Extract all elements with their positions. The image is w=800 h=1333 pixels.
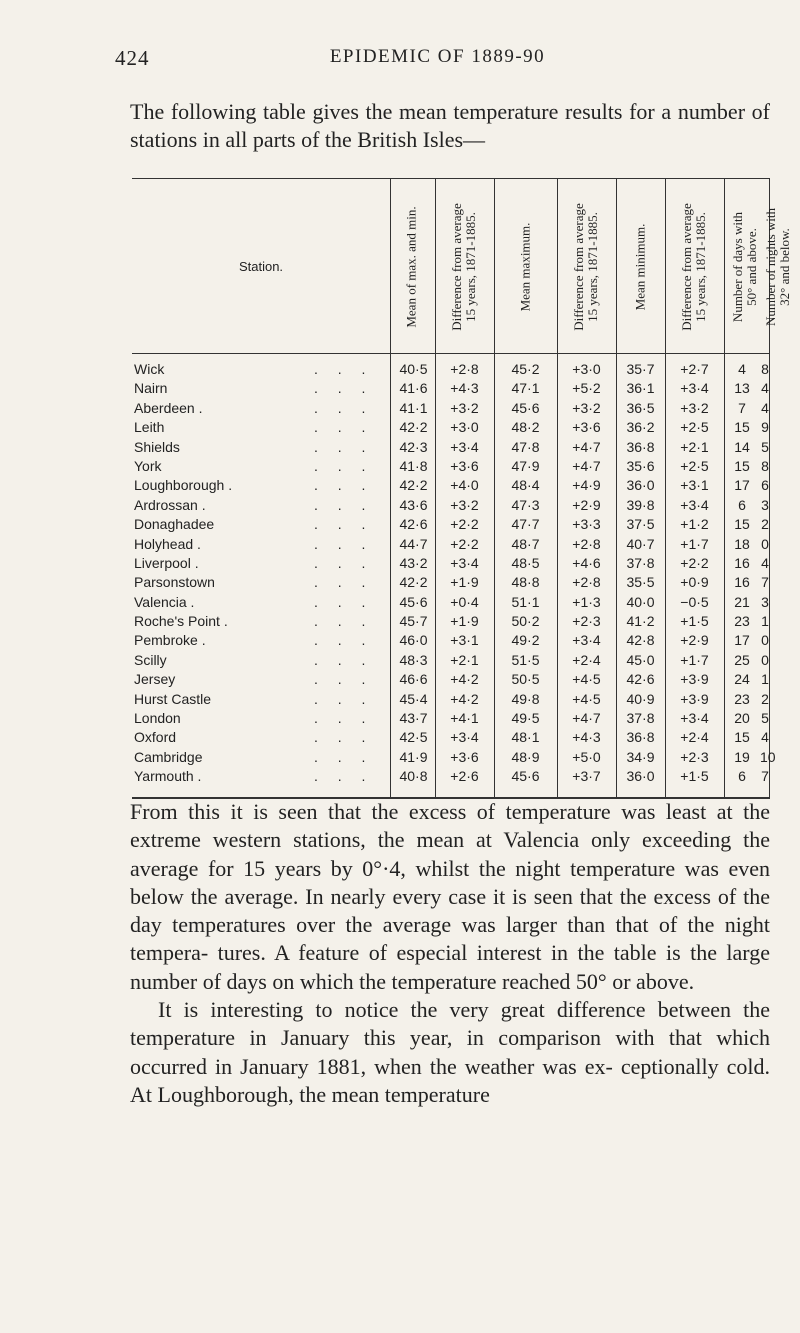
cell-nights: 8	[761, 361, 769, 377]
cell-d2: +4·5	[572, 671, 601, 688]
cell-mm: 42·3	[399, 438, 428, 455]
cell-d1: +4·1	[450, 710, 479, 727]
cell-days: 19	[734, 748, 750, 765]
table-row	[132, 594, 769, 613]
table-body	[132, 361, 776, 788]
station-name: Hurst Castle . . .	[134, 690, 374, 707]
cell-d2: +2·3	[572, 613, 601, 630]
cell-days: 25	[734, 651, 750, 668]
cell-max: 47·9	[511, 457, 540, 474]
cell-max: 47·3	[511, 496, 540, 513]
cell-d1: +3·2	[450, 399, 479, 416]
cell-max: 48·5	[511, 554, 540, 571]
cell-d2: +4·6	[572, 554, 601, 571]
cell-min: 36·1	[626, 380, 655, 397]
station-name: Valencia . . . .	[134, 593, 374, 610]
cell-d3: +3·4	[680, 496, 709, 513]
cell-min: 41·2	[626, 613, 655, 630]
header-diff-3: Difference from average 15 years, 1871-1885.	[679, 203, 709, 331]
cell-d2: +4·9	[572, 477, 601, 494]
cell-d3: −0·5	[680, 593, 709, 610]
cell-d3: +2·5	[680, 419, 709, 436]
cell-d3: +2·1	[680, 438, 709, 455]
cell-mm: 42·2	[399, 574, 428, 591]
cell-d2: +3·7	[572, 768, 601, 785]
cell-d3: +1·5	[680, 613, 709, 630]
cell-d1: +3·4	[450, 729, 479, 746]
cell-mm: 45·4	[399, 690, 428, 707]
cell-mm: 44·7	[399, 535, 428, 552]
table-row	[132, 613, 769, 632]
cell-d1: +2·2	[450, 516, 479, 533]
cell-max: 48·8	[511, 574, 540, 591]
cell-mm: 40·5	[399, 361, 428, 377]
cell-d3: +2·9	[680, 632, 709, 649]
station-name: Parsonstown . . .	[134, 574, 374, 591]
cell-max: 48·2	[511, 419, 540, 436]
cell-min: 35·6	[626, 457, 655, 474]
station-name: Holyhead . . . .	[134, 535, 374, 552]
cell-nights: 1	[761, 613, 769, 630]
cell-d2: +3·0	[572, 361, 601, 377]
cell-days: 23	[734, 613, 750, 630]
cell-d2: +3·3	[572, 516, 601, 533]
table-row	[132, 710, 769, 729]
cell-d1: +0·4	[450, 593, 479, 610]
header-rule	[132, 353, 769, 354]
cell-d1: +2·2	[450, 535, 479, 552]
header-diff-2: Difference from average 15 years, 1871-1885.	[571, 203, 601, 331]
cell-max: 45·2	[511, 361, 540, 377]
cell-d2: +4·7	[572, 710, 601, 727]
cell-days: 15	[734, 516, 750, 533]
cell-d2: +4·7	[572, 438, 601, 455]
page-number: 424	[115, 46, 150, 70]
table-row	[132, 632, 769, 651]
cell-d3: +2·5	[680, 457, 709, 474]
cell-d1: +4·3	[450, 380, 479, 397]
table-row	[132, 671, 769, 690]
header-station: Station.	[238, 259, 284, 274]
cell-mm: 42·5	[399, 729, 428, 746]
cell-d1: +3·0	[450, 419, 479, 436]
cell-days: 17	[734, 632, 750, 649]
cell-d1: +3·4	[450, 554, 479, 571]
station-name: Roche's Point . . . .	[134, 613, 374, 630]
station-name: Leith . . .	[134, 419, 374, 436]
cell-max: 48·4	[511, 477, 540, 494]
table-row	[132, 555, 769, 574]
cell-mm: 46·0	[399, 632, 428, 649]
table-row	[132, 497, 769, 516]
cell-d3: +3·1	[680, 477, 709, 494]
cell-d1: +3·1	[450, 632, 479, 649]
station-name: Aberdeen . . . .	[134, 399, 374, 416]
running-head	[115, 46, 760, 76]
header-diff-1: Difference from average 15 years, 1871-1885.	[449, 203, 479, 331]
cell-d3: +1·7	[680, 651, 709, 668]
table-row	[132, 574, 769, 593]
table-row	[132, 691, 769, 710]
cell-nights: 4	[761, 554, 769, 571]
cell-min: 36·5	[626, 399, 655, 416]
cell-max: 49·5	[511, 710, 540, 727]
cell-d1: +4·0	[450, 477, 479, 494]
cell-min: 39·8	[626, 496, 655, 513]
table-row	[132, 729, 769, 748]
cell-days: 13	[734, 380, 750, 397]
cell-days: 15	[734, 729, 750, 746]
cell-nights: 5	[761, 438, 769, 455]
station-name: Wick . . .	[134, 361, 374, 377]
cell-d2: +4·3	[572, 729, 601, 746]
station-name: London . . .	[134, 710, 374, 727]
cell-nights: 5	[761, 710, 769, 727]
cell-d3: +1·2	[680, 516, 709, 533]
table-row	[132, 536, 769, 555]
cell-d3: +3·4	[680, 710, 709, 727]
cell-min: 40·9	[626, 690, 655, 707]
cell-d2: +1·3	[572, 593, 601, 610]
cell-mm: 40·8	[399, 768, 428, 785]
station-name: Oxford . . .	[134, 729, 374, 746]
cell-d3: +2·7	[680, 361, 709, 377]
table-row	[132, 748, 776, 768]
cell-days: 14	[734, 438, 750, 455]
cell-d3: +2·2	[680, 554, 709, 571]
table-row	[132, 400, 769, 419]
cell-min: 40·7	[626, 535, 655, 552]
cell-mm: 46·6	[399, 671, 428, 688]
cell-d2: +3·2	[572, 399, 601, 416]
cell-d2: +2·9	[572, 496, 601, 513]
cell-max: 48·1	[511, 729, 540, 746]
header-mean-max: Mean maximum.	[517, 222, 533, 312]
cell-max: 47·8	[511, 438, 540, 455]
cell-mm: 43·7	[399, 710, 428, 727]
cell-d3: +2·4	[680, 729, 709, 746]
station-name: York . . .	[134, 457, 374, 474]
table-row	[132, 516, 769, 535]
cell-min: 36·8	[626, 729, 655, 746]
cell-mm: 41·8	[399, 457, 428, 474]
cell-min: 36·8	[626, 438, 655, 455]
cell-max: 45·6	[511, 399, 540, 416]
cell-d2: +3·4	[572, 632, 601, 649]
temperature-table	[132, 178, 793, 799]
cell-nights: 7	[761, 768, 769, 785]
cell-nights: 9	[761, 419, 769, 436]
cell-d1: +3·4	[450, 438, 479, 455]
cell-days: 17	[734, 477, 750, 494]
cell-min: 37·8	[626, 554, 655, 571]
paragraph: It is interesting to notice the very great difference between the temperature in January this year, in comparison with that which occurred in January 1881, when the weather was ex- ceptionally cold. At Loughborough, the mean temperature	[130, 997, 770, 1107]
cell-days: 4	[738, 361, 746, 377]
header-mean-maxmin: Mean of max. and min.	[404, 206, 419, 328]
cell-min: 34·9	[626, 748, 655, 765]
station-name: Yarmouth . . . .	[134, 768, 374, 785]
cell-max: 48·7	[511, 535, 540, 552]
cell-min: 40·0	[626, 593, 655, 610]
cell-nights: 4	[761, 399, 769, 416]
cell-days: 16	[734, 554, 750, 571]
cell-d3: +3·9	[680, 671, 709, 688]
cell-max: 49·8	[511, 690, 540, 707]
cell-max: 47·7	[511, 516, 540, 533]
cell-nights: 3	[761, 593, 769, 610]
cell-d3: +3·9	[680, 690, 709, 707]
cell-d1: +3·6	[450, 748, 479, 765]
cell-min: 37·8	[626, 710, 655, 727]
cell-d1: +2·1	[450, 651, 479, 668]
cell-days: 6	[738, 768, 746, 785]
cell-min: 35·7	[626, 361, 655, 377]
cell-nights: 0	[761, 535, 769, 552]
cell-nights: 0	[761, 632, 769, 649]
cell-max: 47·1	[511, 380, 540, 397]
cell-nights: 10	[760, 748, 776, 765]
cell-min: 45·0	[626, 651, 655, 668]
cell-nights: 4	[761, 729, 769, 746]
station-name: Cambridge . . .	[134, 748, 374, 765]
cell-nights: 2	[761, 690, 769, 707]
cell-d1: +4·2	[450, 671, 479, 688]
station-name: Loughborough . . . .	[134, 477, 374, 494]
cell-d3: +3·2	[680, 399, 709, 416]
cell-max: 48·9	[511, 748, 540, 765]
cell-nights: 7	[761, 574, 769, 591]
cell-nights: 1	[761, 671, 769, 688]
cell-d3: +0·9	[680, 574, 709, 591]
cell-days: 7	[738, 399, 746, 416]
cell-nights: 8	[761, 457, 769, 474]
cell-min: 35·5	[626, 574, 655, 591]
cell-min: 42·8	[626, 632, 655, 649]
cell-mm: 41·9	[399, 748, 428, 765]
station-name: Pembroke . . . .	[134, 632, 374, 649]
cell-d2: +2·4	[572, 651, 601, 668]
cell-max: 49·2	[511, 632, 540, 649]
cell-d1: +4·2	[450, 690, 479, 707]
cell-min: 36·2	[626, 419, 655, 436]
cell-nights: 3	[761, 496, 769, 513]
table-row	[132, 477, 769, 496]
station-name: Shields . . .	[134, 438, 374, 455]
cell-d2: +5·0	[572, 748, 601, 765]
table-row	[132, 439, 769, 458]
cell-mm: 48·3	[399, 651, 428, 668]
cell-mm: 45·7	[399, 613, 428, 630]
cell-d2: +5·2	[572, 380, 601, 397]
intro-paragraph: The following table gives the mean temperature results for a number of stations in all parts of the British Isles—	[130, 99, 770, 152]
cell-days: 15	[734, 457, 750, 474]
cell-days: 20	[734, 710, 750, 727]
cell-days: 21	[734, 593, 750, 610]
cell-mm: 42·2	[399, 477, 428, 494]
header-mean-min: Mean minimum.	[632, 223, 648, 311]
cell-nights: 6	[761, 477, 769, 494]
body-text	[130, 798, 770, 1109]
cell-d2: +4·5	[572, 690, 601, 707]
cell-days: 15	[734, 419, 750, 436]
cell-min: 42·6	[626, 671, 655, 688]
cell-d3: +1·7	[680, 535, 709, 552]
cell-d2: +3·6	[572, 419, 601, 436]
station-name: Jersey . . .	[134, 671, 374, 688]
cell-mm: 45·6	[399, 593, 428, 610]
table-row	[132, 768, 769, 787]
cell-nights: 0	[761, 651, 769, 668]
cell-d3: +1·5	[680, 768, 709, 785]
cell-d1: +1·9	[450, 613, 479, 630]
cell-min: 36·0	[626, 477, 655, 494]
cell-nights: 4	[761, 380, 769, 397]
cell-mm: 43·2	[399, 554, 428, 571]
station-name: Scilly . . .	[134, 651, 374, 668]
cell-max: 50·2	[511, 613, 540, 630]
cell-mm: 42·2	[399, 419, 428, 436]
station-name: Donaghadee . . .	[134, 516, 374, 533]
table-row	[132, 458, 769, 477]
cell-mm: 41·6	[399, 380, 428, 397]
table-row	[132, 380, 769, 399]
cell-d1: +3·6	[450, 457, 479, 474]
cell-d1: +2·8	[450, 361, 479, 377]
cell-d3: +3·4	[680, 380, 709, 397]
cell-nights: 2	[761, 516, 769, 533]
cell-d2: +2·8	[572, 535, 601, 552]
cell-mm: 42·6	[399, 516, 428, 533]
station-name: Ardrossan . . . .	[134, 496, 374, 513]
cell-d2: +4·7	[572, 457, 601, 474]
cell-d1: +1·9	[450, 574, 479, 591]
paragraph: From this it is seen that the excess of temperature was least at the extreme western stations, the mean at Valencia only exceeding the average for 15 years by 0°·4, whilst the night temperature was even below the average. In nearly every case it is seen that the excess of the day temperatures over the average was larger than that of the night tempera- tures. A feature of especial interest in the table is the large number of days on which the temperature reached 50° or above.	[130, 799, 770, 994]
cell-mm: 43·6	[399, 496, 428, 513]
table-row	[132, 419, 769, 438]
cell-min: 36·0	[626, 768, 655, 785]
cell-min: 37·5	[626, 516, 655, 533]
header-days-50: Number of days with 50° and above.	[730, 211, 759, 323]
cell-d3: +2·3	[680, 748, 709, 765]
header-nights-32: Number of nights with 32° and below.	[763, 207, 793, 327]
cell-days: 16	[734, 574, 750, 591]
running-title: EPIDEMIC OF 1889-90	[329, 46, 546, 67]
table-row	[132, 361, 769, 380]
cell-d1: +2·6	[450, 768, 479, 785]
cell-max: 51·1	[511, 593, 540, 610]
station-name: Nairn . . .	[134, 380, 374, 397]
cell-max: 51·5	[511, 651, 540, 668]
cell-days: 6	[738, 496, 746, 513]
cell-max: 50·5	[511, 671, 540, 688]
cell-d1: +3·2	[450, 496, 479, 513]
cell-mm: 41·1	[399, 399, 428, 416]
station-name: Liverpool . . . .	[134, 554, 374, 571]
table-row	[132, 652, 769, 671]
cell-d2: +2·8	[572, 574, 601, 591]
cell-max: 45·6	[511, 768, 540, 785]
cell-days: 18	[734, 535, 750, 552]
cell-days: 24	[734, 671, 750, 688]
cell-days: 23	[734, 690, 750, 707]
